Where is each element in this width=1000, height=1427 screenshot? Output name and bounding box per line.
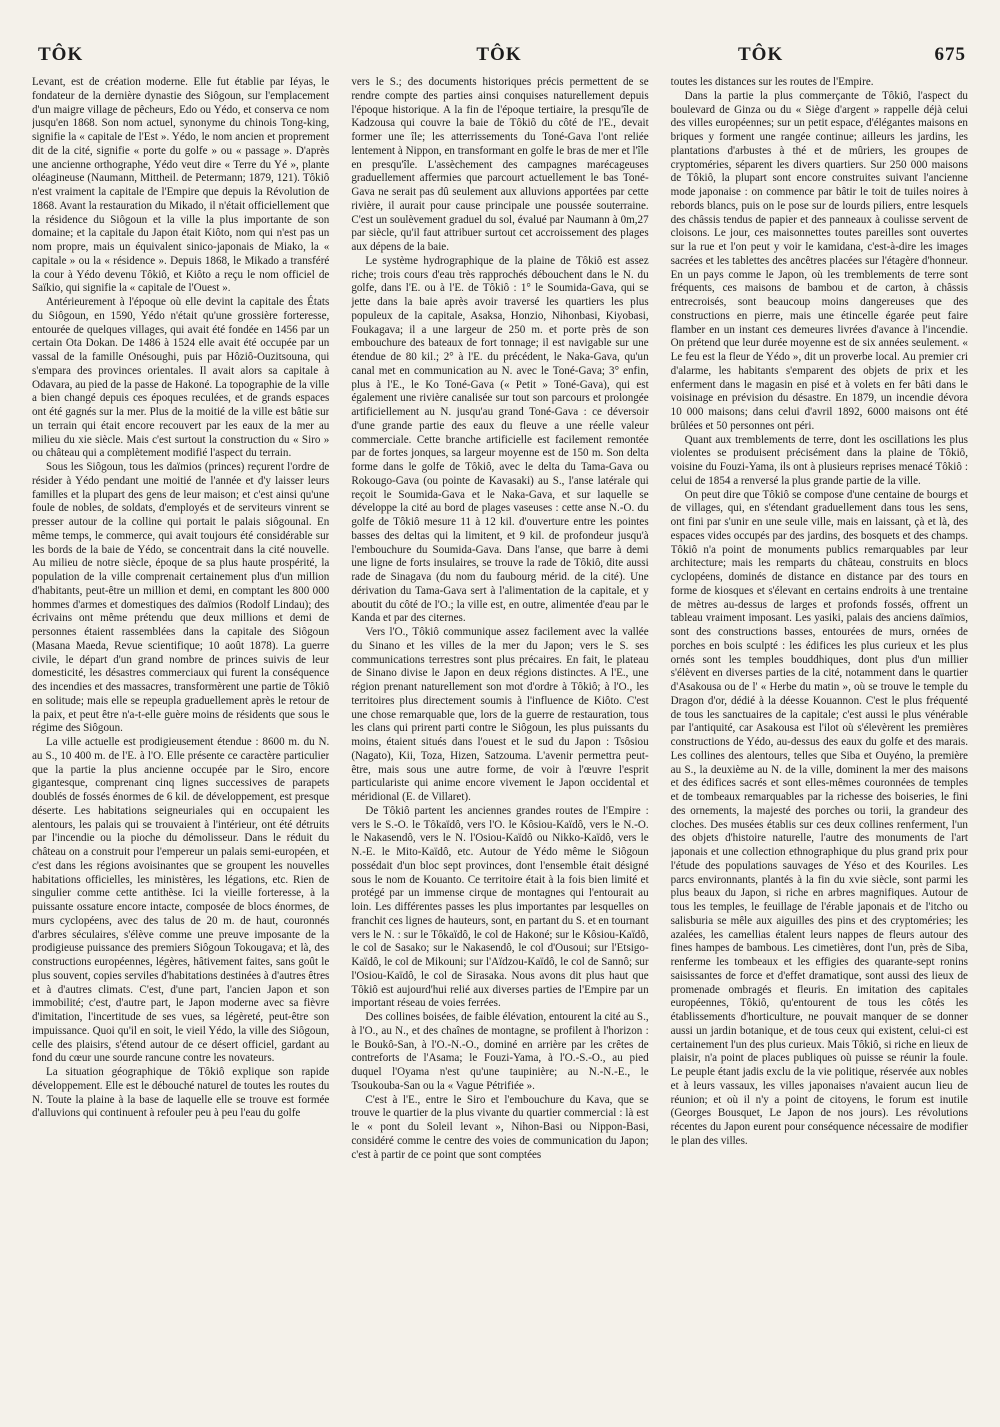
paragraph: Sous les Siôgoun, tous les daïmios (princes) reçurent l'ordre de résider à Yédo pendant une moitié de l'année et d'y laisser leurs familles et la plupart des gens de leur maison; et c'est ainsi qu'une foule de nobles, de soldats, d'employés et de serviteurs vinrent se presser autour de la colline qui portait le palais siôgounal. En même temps, le commerce, qui avait toujours été considérable sur les bords de la baie de Yédo, se concentrait dans la cité nouvelle. Au milieu de notre siècle, époque de sa plus haute prospérité, la population de la ville comprenait certainement plus d'un million d'habitants, peut-être un million et demi, en comptant les 800 000 hommes d'armes et domestiques des daïmios (Rodolf Lindau); des écrivains ont même prétendu que deux millions et demi de personnes étaient rassemblées dans la capitale des Siôgoun (Masana Maeda, Revue scientifique; 10 août 1878). La guerre civile, le départ d'un grand nombre de princes suivis de leur domesticité, les désastres commerciaux qui furent la conséquence des incendies et des massacres, transformèrent une partie de Tôkiô en solitude; mais elle se repeupla graduellement après le retour de la paix, et peut être n'a-t-elle guère moins de résidents que sous le régime des Siôgoun. <box>32 461 330 735</box>
paragraph: Vers l'O., Tôkiô communique assez facilement avec la vallée du Sinano et les villes de la mer du Japon; vers le S. ses communications terrestres sont plus précaires. En fait, le plateau de Sinano divise le Japon en deux régions distinctes. A l'E., une région prenant naturellement son mot d'ordre à Tôkiô; à l'O., les territoires plus directement soumis à l'influence de Kiôto. C'est une chose remarquable que, lors de la guerre de restauration, tous les clans qui prirent parti contre le Siôgoun, les plus puissants du moins, étaient situés dans l'ouest et le sud du Japon : Tsôsiou (Nagato), Kii, Toza, Hizen, Satzouma. L'avenir permettra peut-être, mais sous une autre forme, de voir à l'œuvre l'esprit particulariste qui anime encore vivement le Japon occidental et méridional (E. de Villaret). <box>351 626 649 803</box>
page-number: 675 <box>934 44 966 65</box>
paragraph: Levant, est de création moderne. Elle fut établie par Iéyas, le fondateur de la dernière dynastie des Siôgoun, sur l'emplacement d'un maigre village de pêcheurs, Edo ou Yédo, et conserva ce nom jusqu'en 1868. Son nom actuel, synonyme du chinois Tong-king, signifie la « capitale de l'Est ». Yédo, le nom ancien et proprement dit de la cité, signifie « porte du golfe » ou « passage ». D'après une ancienne orthographe, Yédo veut dire « Terre du Yé », plante oléagineuse (Naumann, Mittheil. de Petermann; 1879, 121). Tôkiô n'est vraiment la capitale de l'Empire que depuis la Révolution de 1868. Avant la restauration du Mikado, il n'était officiellement que la résidence du Siôgoun et la ville la plus importante de son domaine; et la capitale du Japon était Kiôto, nom qui n'est pas un nom propre, mais un équivalent sinico-japonais de Miako, la « capitale » ou la « résidence ». Depuis 1868, le Mikado a transféré la cour à Yédo devenu Tôkiô, et Kiôto a reçu le nom officiel de Saïkio, qui signifie la « capitale de l'Ouest ». <box>32 76 330 295</box>
paragraph: Quant aux tremblements de terre, dont les oscillations les plus violentes se produisent précisément dans la plaine de Tôkiô, voisine du Fouzi-Yama, ils ont à plusieurs reprises menacé Tôkiô : celui de 1854 a renversé la plus grande partie de la ville. <box>670 433 968 487</box>
paragraph: La ville actuelle est prodigieusement étendue : 8600 m. du N. au S., 10 400 m. de l'E. à l'O. Elle présente ce caractère particulier que la partie la plus ancienne occupée par le Siro, encore gigantesque, comprenant cinq lignes successives de parapets doublés de fossés énormes de 6 kil. de développement, est presque déserte. Les habitations seigneuriales qui en occupaient les alentours, les palais qui se trouvaient à l'intérieur, ont été détruits par l'incendie ou la pioche du démolisseur. Dans le réduit du château on a construit pour l'empereur un palais semi-européen, et c'est dans les régions avoisinantes que se groupent les nouvelles habitations officielles, les ministères, les légations, etc. Rien de singulier comme cette antithèse. Ici la vieille forteresse, à la puissante ossature encore intacte, composée de blocs énormes, de murs cyclopéens, avec des talus de 20 m. de haut, couronnés d'arbres séculaires, s'élève comme une preuve imposante de la prodigieuse puissance des premiers Siôgoun Tokougava; et là, des constructions européennes, légères, hâtivement faites, sans goût le plus souvent, copies serviles d'habitations destinées à d'autres êtres et à d'autres climats. C'est, d'une part, l'ancien Japon et son immobilité; c'est, d'autre part, le Japon moderne avec sa fièvre d'imitation, l'incertitude de ses vues, sa légèreté, peut-être son impuissance. Quoi qu'il en soit, le vieil Yédo, la ville des Siôgoun, celle des plaisirs, s'étend autour de ce désert officiel, gardant au fond du cœur une sourde rancune contre les novateurs. <box>32 736 330 1065</box>
running-header <box>32 44 966 70</box>
column-2 <box>351 76 648 1398</box>
paragraph: On peut dire que Tôkiô se compose d'une centaine de bourgs et de villages, qui, en s'étendant graduellement dans tous les sens, ont fini par s'unir en une seule ville, mais en laissant, çà et là, des espaces vides occupés par des jardins, des bosquets et des champs. Tôkiô n'a point de monuments publics remarquables par leur architecture; mais les remparts du château, construits en blocs cyclopéens, dominés de distance en distance par des tours en forme de kiosques et s'élevant en certains endroits à une trentaine de mètres au-dessus de larges et profonds fossés, offrent un tableau vraiment imposant. Les yasiki, palais des anciens daïmios, sont des constructions basses, entourées de murs, ornées de porches en bois sculpté : les édifices les plus curieux et les plus ornés sont les temples bouddhiques, dont plus d'un millier s'élèvent en diverses parties de la cité, notamment dans le quartier d'Asakousa ou de l' « Herbe du matin », où se trouve le temple du Dragon d'or, dédié à la déesse Kouannon. C'est le plus fréquenté de tous les sanctuaires de la capitale; c'est aussi le plus vénérable par l'antiquité, car Asakousa est l'ilot où s'élevèrent les premières constructions de Yédo, au-dessus des eaux du golfe et des marais. Les collines des alentours, telles que Siba et Ouyéno, la première au S., la deuxième au N. de la ville, dominent la mer des maisons et des édifices sacrés et sont elles-mêmes couronnées de temples et de tombeaux remarquables par la richesse des boiseries, le fini des ornements, la majesté des porches ou torii, la grandeur des cloches. Des musées établis sur ces deux collines renferment, l'un des objets d'histoire naturelle, l'autre des monuments de l'art japonais et une collection ethnographique du plus grand prix pour l'étude des populations sauvages de Yéso et des Kouriles. Les parcs environnants, plantés à la fin du xvie siècle, sont parmi les plus beaux du Japon, si riche en arbres magnifiques. Autour de tous les temples, le feuillage de l'érable japonais et de l'itcho ou salisburia se mêle aux aiguilles des pins et des cryptoméries; les azalées, les camellias étalent leurs nappes de fleurs autour des fines hampes de bambous. Les cimetières, dont l'un, près de Siba, renferme les tombeaux et les effigies des quarante-sept ronins saisissantes de force et d'effet dramatique, sont aussi des lieux de promenade ombragés et fleuris. En imitation des capitales européennes, Tôkiô, qu'entourent de tous les côtés les établissements d'horticulture, ne pouvait manquer de se donner aussi un jardin botanique, et de tous ceux qui existent, celui-ci est certainement l'un des plus curieux. Mais Tôkiô, si riche en lieux de plaisir, n'a point de places publiques où puisse se réunir la foule. Le peuple étant jadis exclu de la vie politique, réservée aux nobles et à leurs vassaux, les villes japonaises n'avaient aucun lieu de réunion; et où il n'y a point de citoyens, le forum est inutile (Georges Bousquet, Le Japon de nos jours). Les révolutions récentes du Japon eurent pour conséquence nécessaire de modifier le plan des villes. <box>670 488 968 1147</box>
paragraph: vers le S.; des documents historiques précis permettent de se rendre compte des parties ainsi conquises naturellement depuis l'époque historique. A la fin de l'époque tertiaire, la presqu'île de Kadzousa qui couvre la baie de Tôkiô du côté de l'E., devait former une île; les atterrissements du Toné-Gava l'ont reliée lentement à Nippon, en transformant en golfe le bras de mer et l'île en presqu'île. L'assèchement des campagnes marécageuses graduellement affermies que parcourt actuellement le bas Toné-Gava ne serait pas dû seulement aux alluvions apportées par cette rivière, il aurait pour cause principale une poussée souterraine. C'est un soulèvement graduel du sol, évalué par Naumann à 0m,27 par siècle, qu'il faut attribuer surtout cet accroissement des plages aux dépens de la baie. <box>351 76 649 253</box>
paragraph: La situation géographique de Tôkiô explique son rapide développement. Elle est le débouché naturel de toutes les routes du N. Toute la plaine à la base de laquelle elle se trouve est formée d'alluvions qui continuent à refouler peu à peu l'eau du golfe <box>32 1066 330 1120</box>
paragraph: C'est à l'E., entre le Siro et l'embouchure du Kava, que se trouve le quartier de la plus vivante du quartier commercial : là est le « pont du Soleil levant », Nihon-Basi ou Nippon-Basi, considéré comme le centre des voies de communication du Japon; c'est à partir de ce point que sont comptées <box>351 1093 649 1161</box>
paragraph: Le système hydrographique de la plaine de Tôkiô est assez riche; trois cours d'eau très rapprochés débouchent dans le N. du golfe, dans l'E. ou à l'E. de Tôkiô : 1° le Soumida-Gava, qui se jette dans la baie après avoir traversé les quartiers les plus populeux de la capitale, Asaksa, Honzio, Nihonbasi, Kiyobasi, Foukagava; il a une largeur de 250 m. et porte près de son embouchure des bateaux de fort tonnage; il est navigable sur une étendue de 80 kil.; 2° à l'E. du précédent, le Naka-Gava, qu'un canal met en communication au N. avec le Toné-Gava; 3° enfin, plus à l'E., le Ko Toné-Gava (« Petit » Toné-Gava), qui est également une rivière canalisée sur tout son parcours et prolongée artificiellement au N. jusqu'au grand Toné-Gava : ce déversoir d'une grande partie des eaux du fleuve a une réelle valeur commerciale. Cette branche artificielle est facilement remontée par de fortes jonques, sa largeur moyenne est de 150 m. Son delta forme dans le golfe de Tôkiô, avec le delta du Tama-Gava ou Rokougo-Gava (ou pointe de Kavasaki) au S., l'anse latérale qui reçoit le Soumida-Gava et le Naka-Gava, et sur laquelle se développe la cité au bord de plages vaseuses : cette anse N.-O. du golfe de Tôkiô mesure 11 à 12 kil. d'ouverture entre les pointes basses des deltas qui la limitent, et 9 kil. de profondeur jusqu'à l'embouchure du Soumida-Gava. Dans l'anse, que barre à demi une ligne de forts insulaires, se trouve la rade de Tôkiô, dite aussi rade de Sinagava (du nom du faubourg mérid. de la cité). Une dérivation du Tama-Gava sert à l'alimentation de la capitale, et y aboutit du côté de l'O.; la ville est, en outre, alimentée d'eau par le Kanda et par des citernes. <box>351 254 649 625</box>
header-center-word: TÔK <box>476 44 522 65</box>
paragraph: toutes les distances sur les routes de l'Empire. <box>670 76 874 88</box>
header-left-word: TÔK <box>38 44 84 65</box>
column-1 <box>32 76 329 1398</box>
paragraph: Dans la partie la plus commerçante de Tôkiô, l'aspect du boulevard de Ginza ou du « Siège d'argent » rappelle déjà celui des villes européennes; sur un petit espace, d'élégantes maisons en briques y forment une rangée continue; ailleurs les jardins, les plantations d'arbustes à thé et de mûriers, les groupes de cryptoméries, séparent les divers quartiers. Sur 250 000 maisons de Tôkiô, la plupart sont encore construites suivant l'ancienne mode japonaise : on commence par bâtir le toit de tuiles noires à rebords blancs, puis on le pose sur de lourds piliers, entre lesquels des châssis tendus de papier et des panneaux à coulisse servent de cloisons. Le jour, ces maisonnettes toutes pareilles sont ouvertes sur la rue et l'on peut y voir le kamidana, c'est-à-dire les images sacrées et les tablettes des ancêtres placées sur l'étagère d'honneur. En un pays comme le Japon, où les tremblements de terre sont fréquents, ces maisons de bambou et de carton, à châssis entrecroisés, sont beaucoup moins dangereuses que des constructions en pierre, mais une étincelle égarée peut faire flamber en un instant ces demeures livrées d'avance à l'incendie. On prétend que leur durée moyenne est de six années seulement. « Le feu est la fleur de Yédo », dit un proverbe local. Au premier cri d'alarme, les habitants s'emparent des objets de prix et les enferment dans le magasin en pisé et à volets en fer bâti dans le voisinage en prévision du désastre. En 1879, un incendie dévora 10 000 maisons; dans celui d'avril 1892, 6000 maisons ont été brûlées et 50 personnes ont péri. <box>670 89 968 432</box>
paragraph: Antérieurement à l'époque où elle devint la capitale des États du Siôgoun, en 1590, Yédo n'était qu'une grossière forteresse, entourée de quelques villages, qui avait été fondée en 1456 par un certain Ota Dokan. De 1486 à 1524 elle avait été occupée par un vassal de la famille Onésoughi, puis par Hôziô-Ouzitsouna, qui s'empara des provinces orientales. Il avait alors sa capitale à Odavara, au pied de la passe de Hakoné. La topographie de la ville a bien changé depuis ces époques reculées, et de grands espaces ont été gagnés sur la mer. Plus de la moitié de la ville est bâtie sur un terrain qui était encore recouvert par les eaux de la mer au milieu du xie siècle. Mais c'est surtout la construction du « Siro » ou château qui a complètement modifié l'aspect du terrain. <box>32 296 330 460</box>
column-3 <box>671 76 968 1398</box>
paragraph: Des collines boisées, de faible élévation, entourent la cité au S., à l'O., au N., et des chaînes de montagne, se profilent à l'horizon : le Boukô-San, à l'O.-N.-O., dominé en arrière par les crêtes de contreforts de l'Asama; le Fouzi-Yama, à l'O.-S.-O., au pied duquel l'Oyama n'est qu'une taupinière; au N.-N.-E., le Tsoukouba-San ou la « Vague Pétrifiée ». <box>351 1011 649 1092</box>
text-columns <box>32 76 968 1398</box>
header-right-word: TÔK <box>738 44 784 65</box>
paragraph: De Tôkiô partent les anciennes grandes routes de l'Empire : vers le S.-O. le Tôkaïdô, vers l'O. le Kôsiou-Kaïdô, vers le N.-O. le Nakasendô, vers le N. l'Osiou-Kaïdô ou Nikko-Kaïdô, vers le N.-E. le Mito-Kaïdô, etc. Autour de Yédo même le Siôgoun possédait d'un bloc sept provinces, dont l'ensemble était désigné sous le nom de Kouanto. Ce territoire était à la fois bien limité et protégé par un immense cirque de montagnes qui l'entourait au loin. Les différentes passes les plus importantes par lesquelles on franchit ces lignes de hauteurs, sont, en partant du S. et en tournant vers le N. : sur le Tôkaïdô, le col de Hakoné; sur le Kôsiou-Kaïdô, le col de Sasako; sur le Nakasendô, le col d'Ousoui; sur l'Etsigo-Kaïdô, le col de Mikouni; sur l'Aïdzou-Kaïdô, le col de Sannô; sur l'Osiou-Kaïdô, le col de Sirasaka. Nous avons dit plus haut que Tôkiô est aujourd'hui relié aux diverses parties de l'Empire par un important réseau de voies ferrées. <box>351 804 649 1010</box>
